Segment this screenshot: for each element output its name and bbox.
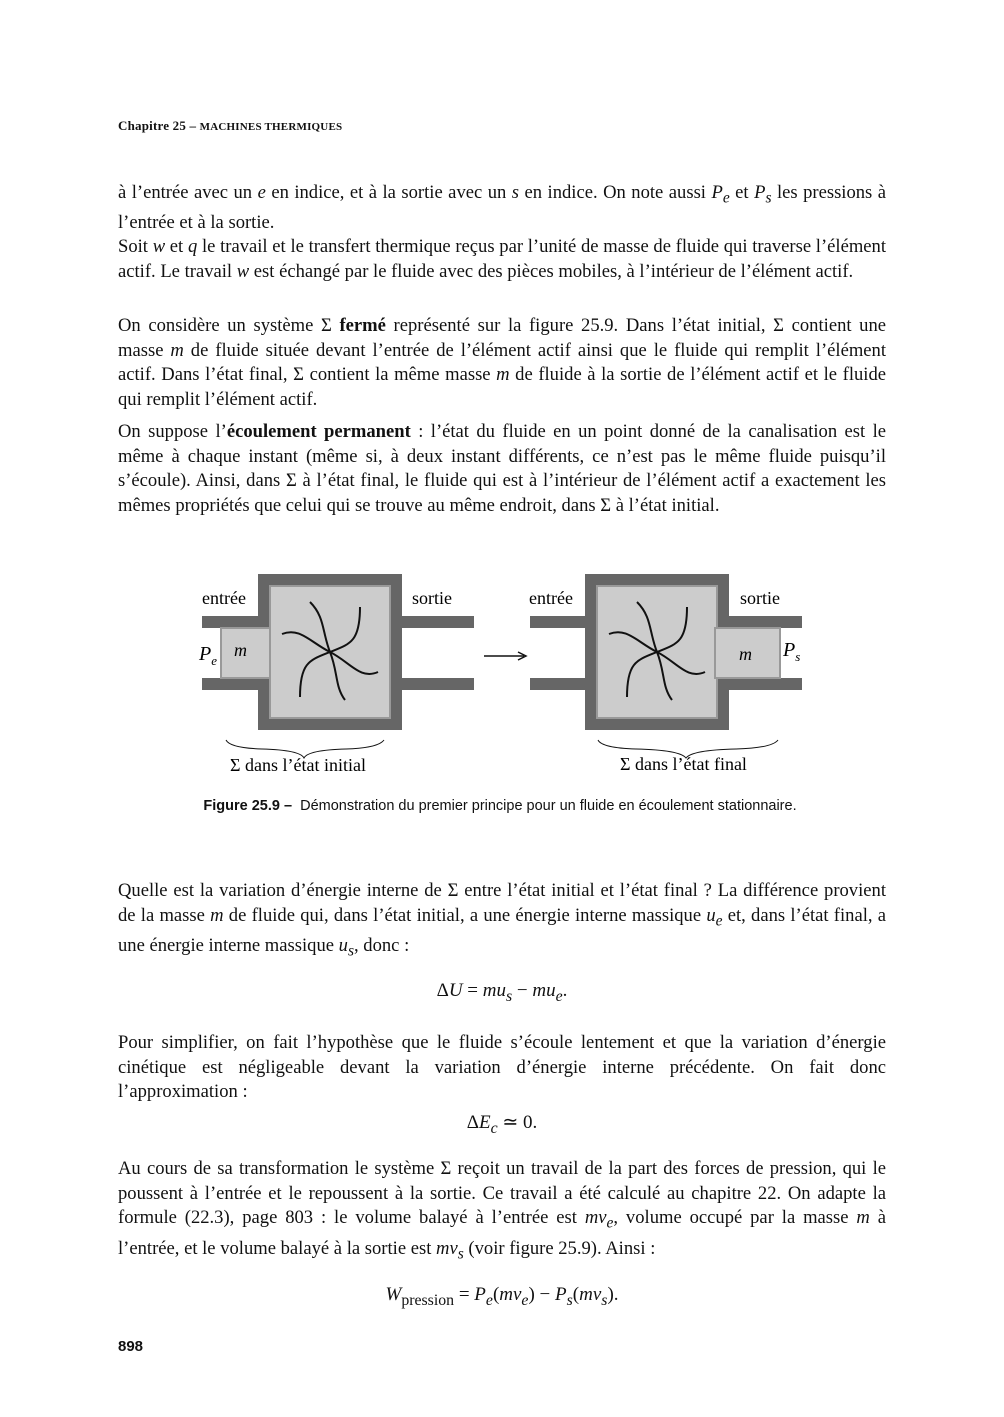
figure-25-9 <box>0 560 1004 790</box>
paragraph: On suppose l’écoulement permanent : l’état du fluide en un point donné de la canalisation est le même à chaque instant (même si, à deux instant différents, ce n’est pas le même fluide puisqu’il s’écoule). Ainsi, dans Σ à l’état final, le fluide qui est à l’intérieur de l’élément actif a exactement les mêmes propriétés que celui qui se trouve au même endroit, dans Σ à l’état initial. <box>118 421 887 516</box>
paragraph: Quelle est la variation d’énergie interne de Σ entre l’état initial et l’état final ? La différence provient de la masse m de fluide qui, dans l’état initial, a une énergie interne massique $u_e$ et, dans l’état final, a une énergie interne massique $u_s$, donc : <box>118 880 887 960</box>
svg-text:entrée: entrée <box>529 588 573 608</box>
svg-text:sortie: sortie <box>740 588 780 608</box>
running-header: Chapitre 25 – MACHINES THERMIQUES <box>118 118 343 133</box>
equation-delta-ec: $\Delta E_c$ ≃ 0. <box>466 1112 538 1137</box>
figure-caption: Figure 25.9 – Démonstration du premier principe pour un fluide en écoulement stationnaire. <box>203 798 797 814</box>
final-state-diagram <box>529 574 802 774</box>
paragraph: Au cours de sa transformation le système Σ reçoit un travail de la part des forces de pression, qui le poussent à l’entrée et le repoussent à la sortie. Ce travail a été calculé au chapitre 22. On adapte la formule (22.3), page 803 : le volume balayé à l’entrée est $mv_e$, volume occupé par la masse m à l’entrée, et le volume balayé à la sortie est $mv_s$ (voir figure 25.9). Ainsi : <box>118 1158 887 1263</box>
svg-text:Σ dans l’état final: Σ dans l’état final <box>620 754 747 774</box>
paragraph: On considère un système Σ fermé représenté sur la figure 25.9. Dans l’état initial, Σ contient une masse m de fluide située devant l’entrée de l’élément actif ainsi que le fluide qui remplit l’élément actif. Dans l’état final, Σ contient la même masse m de fluide à la sortie de l’élément actif et le fluide qui remplit l’élément actif. <box>118 315 887 410</box>
equation-delta-u: $\Delta U = mu_s - mu_e$. <box>436 980 568 1005</box>
svg-text:sortie: sortie <box>412 588 452 608</box>
svg-text:m: m <box>234 640 247 660</box>
paragraph: à l’entrée avec un e en indice, et à la sortie avec un s en indice. On note aussi $P_e$ et $P_s$ les pressions à l’entrée et à la sortie. <box>118 182 887 234</box>
page-number: 898 <box>118 1338 144 1355</box>
initial-state-diagram <box>198 574 474 775</box>
svg-text:m: m <box>739 644 752 664</box>
paragraph: Soit w et q le travail et le transfert thermique reçus par l’unité de masse de fluide qui traverse l’élément actif. Le travail w est échangé par le fluide avec des pièces mobiles, à l’intérieur de l’élément actif. <box>118 236 886 282</box>
arrow-icon <box>484 652 526 660</box>
svg-text:Σ dans l’état initial: Σ dans l’état initial <box>230 755 366 775</box>
svg-text:entrée: entrée <box>202 588 246 608</box>
paragraph: Pour simplifier, on fait l’hypothèse que le fluide s’écoule lentement et que la variation d’énergie cinétique est négligeable devant la variation d’énergie interne précédente. On fait donc l’approximation : <box>118 1032 886 1103</box>
svg-text:Ps: $P_s$ <box>783 639 801 664</box>
equation-w-pression: $W_{pression} = P_e(mv_e) - P_s(mv_s)$. <box>385 1284 619 1309</box>
svg-text:Pe: $P_e$ <box>199 643 217 668</box>
